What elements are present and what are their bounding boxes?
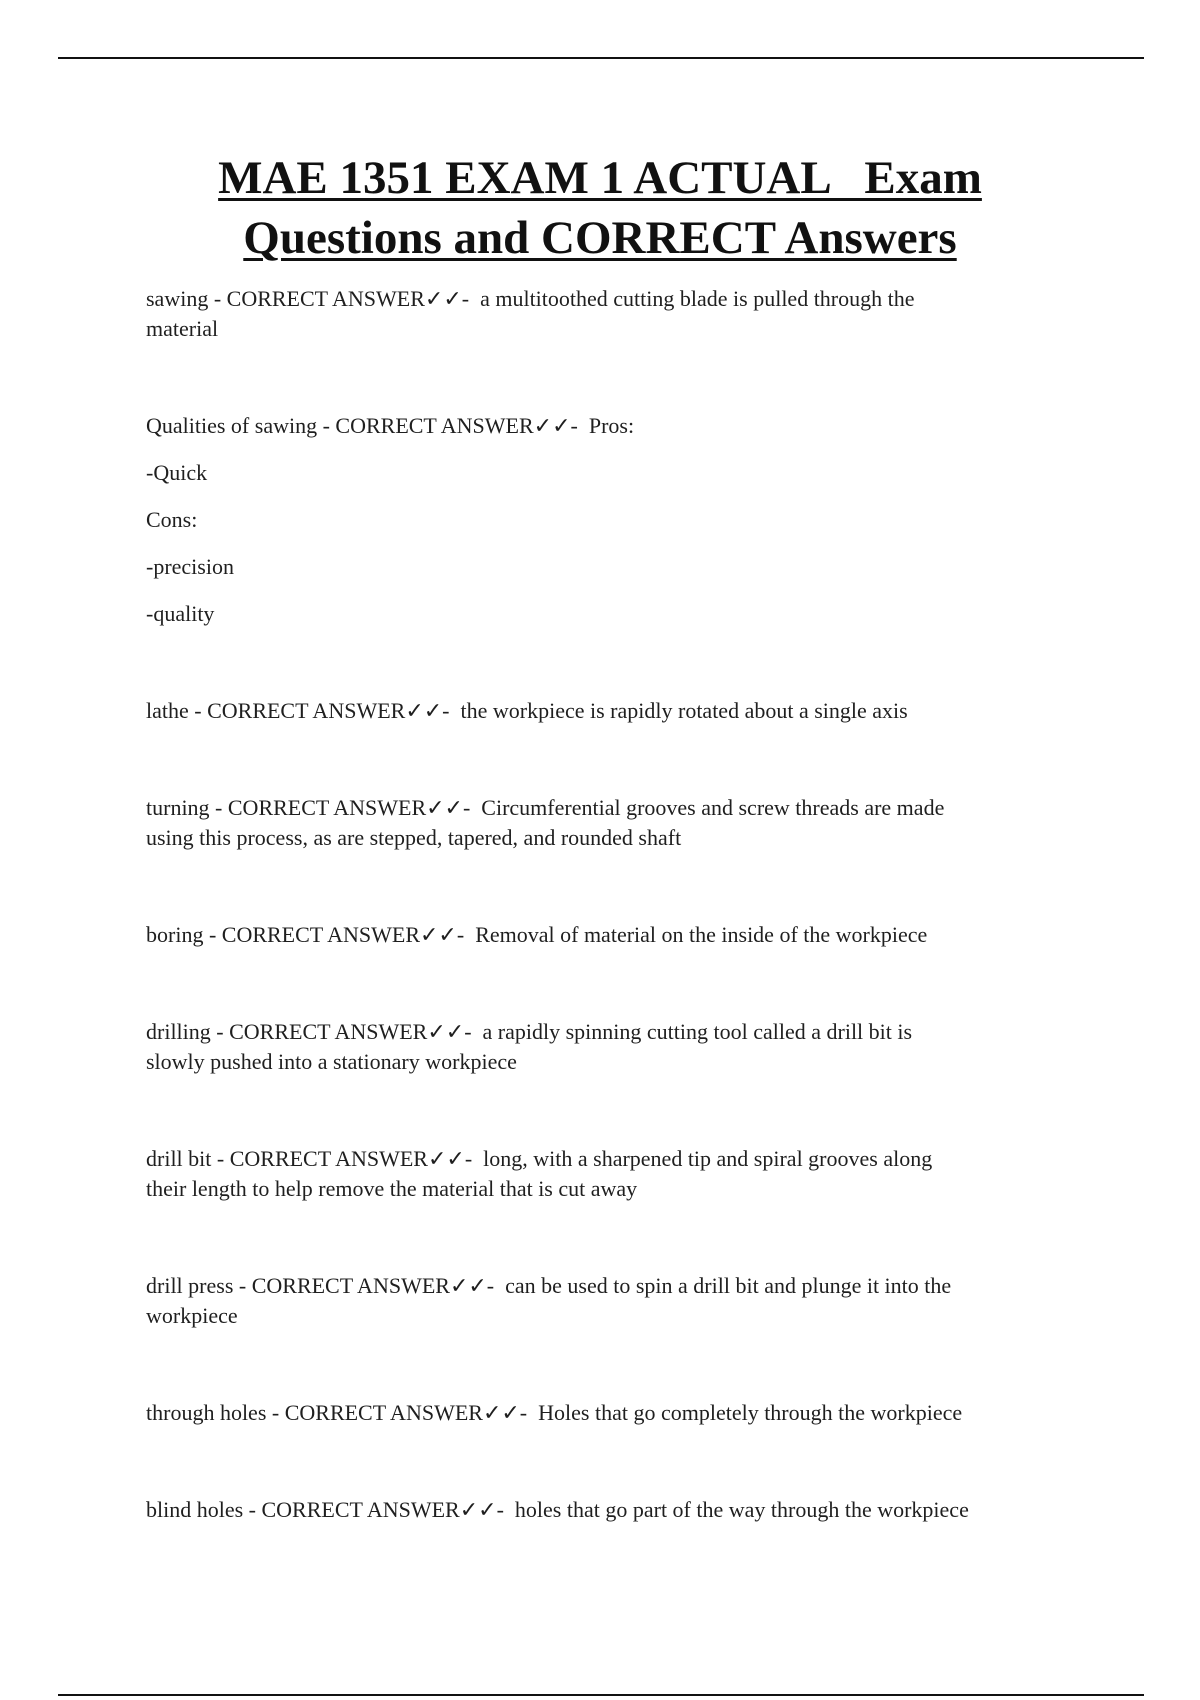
qa-text: Qualities of sawing - CORRECT ANSWER✓✓- Pros: [146,413,635,438]
qa-subline: -quality [146,601,215,626]
qa-text: sawing - CORRECT ANSWER✓✓- a multitoothed cutting blade is pulled through the [146,286,915,311]
page-title-line-2: Questions and CORRECT Answers [243,212,957,264]
qa-entry-lathe [146,696,1066,726]
qa-list [146,284,1066,1525]
qa-subline: -Quick [146,460,208,485]
qa-entry-turning [146,793,1066,853]
qa-text: drill bit - CORRECT ANSWER✓✓- long, with a sharpened tip and spiral grooves along [146,1146,933,1171]
qa-subline: Cons: [146,507,198,532]
qa-text: material [146,316,219,341]
bottom-divider [58,1694,1144,1696]
qa-text: their length to help remove the material that is cut away [146,1176,638,1201]
qa-text: workpiece [146,1303,238,1328]
qa-text: slowly pushed into a stationary workpiece [146,1049,517,1074]
qa-entry-boring [146,920,1066,950]
qa-text: turning - CORRECT ANSWER✓✓- Circumferential grooves and screw threads are made [146,795,945,820]
qa-entry-through-holes [146,1398,1066,1428]
qa-entry-drilling [146,1017,1066,1077]
qa-text: through holes - CORRECT ANSWER✓✓- Holes that go completely through the workpiece [146,1400,963,1425]
qa-entry-blind-holes [146,1495,1066,1525]
qa-text: blind holes - CORRECT ANSWER✓✓- holes that go part of the way through the workpiece [146,1497,969,1522]
qa-subline: -precision [146,554,234,579]
qa-text: using this process, as are stepped, tapered, and rounded shaft [146,825,682,850]
qa-entry-drill-press [146,1271,1066,1331]
page-title [0,148,1200,268]
qa-text: lathe - CORRECT ANSWER✓✓- the workpiece is rapidly rotated about a single axis [146,698,908,723]
qa-entry-qualities-of-sawing [146,411,1066,629]
qa-text: boring - CORRECT ANSWER✓✓- Removal of material on the inside of the workpiece [146,922,928,947]
qa-entry-sawing [146,284,1066,344]
page-title-line-1: MAE 1351 EXAM 1 ACTUAL Exam [218,152,982,204]
qa-text: drilling - CORRECT ANSWER✓✓- a rapidly spinning cutting tool called a drill bit is [146,1019,913,1044]
qa-text: drill press - CORRECT ANSWER✓✓- can be used to spin a drill bit and plunge it into the [146,1273,952,1298]
top-divider [58,57,1144,59]
qa-entry-drill-bit [146,1144,1066,1204]
